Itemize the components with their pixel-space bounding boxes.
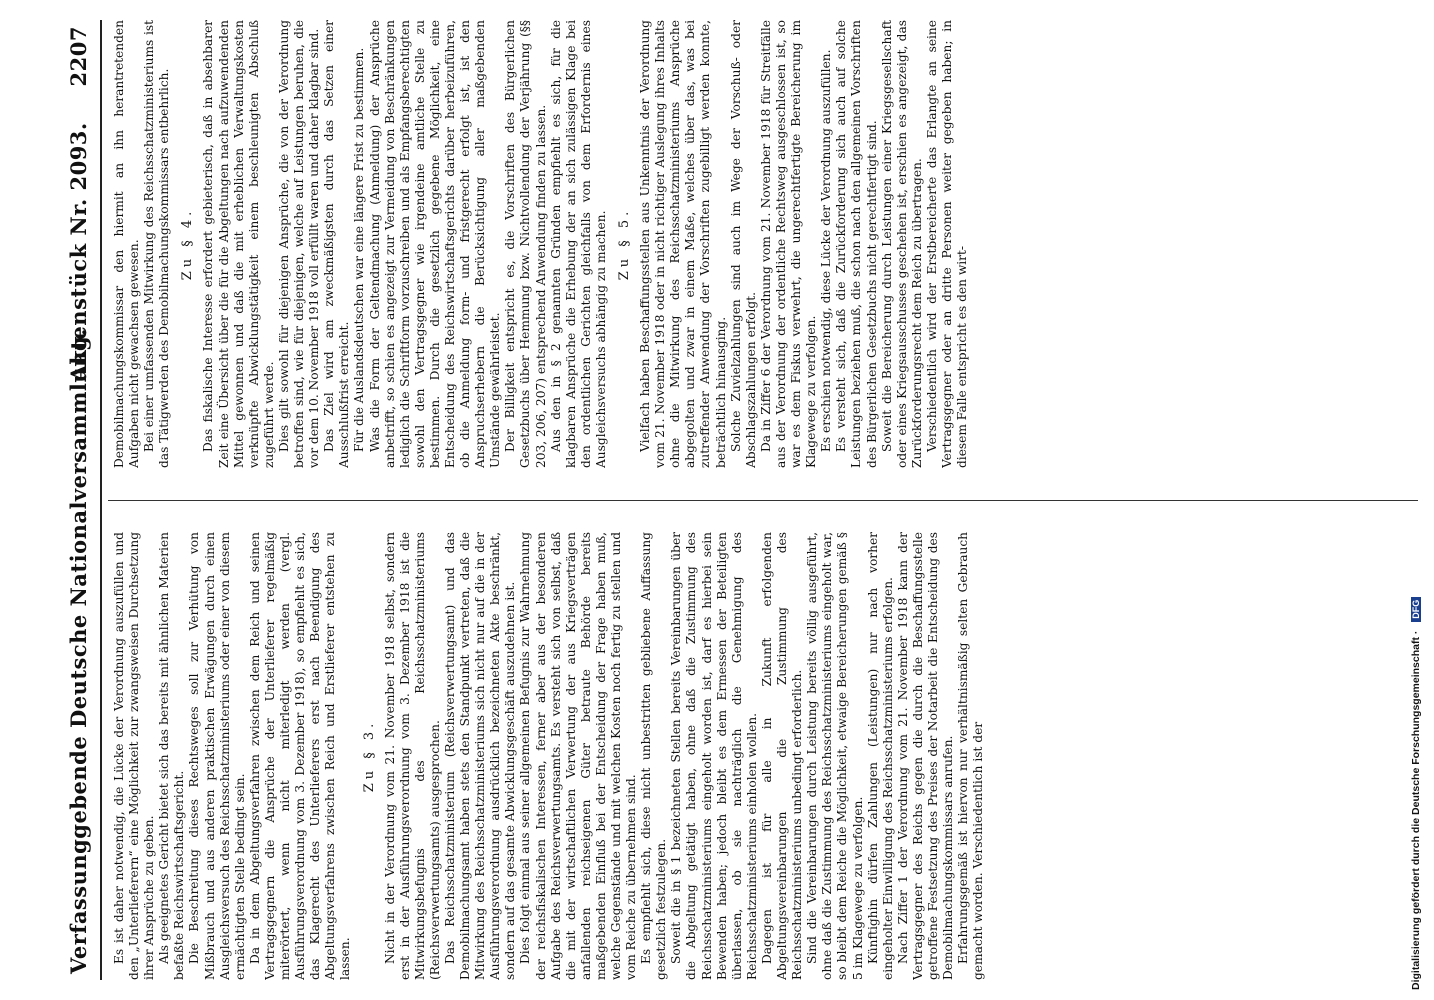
section-heading: Zu § 3. <box>361 719 377 793</box>
side-margin <box>1406 0 1432 1000</box>
paragraph: Da in Ziffer 6 der Verordnung vom 21. November 1918 für Streitfälle aus der Verordnung der ordentliche Rechtsweg ausgeschlossen ist, so war es dem Fiskus verwehrt, die ungerechtfertigte Bereicherung im Klagewege zu verfolgen. <box>758 20 819 468</box>
paragraph: Nicht in der Verordnung vom 21. November 1918 selbst, sondern erst in der Ausführungsverordnung vom 3. Dezember 1918 ist die Mitwirkungsbefugnis des Reichsschatzministeriums (Reichsverwertungsamts) ausgesprochen. <box>382 532 442 980</box>
rotated-text-block <box>50 20 1430 980</box>
left-column <box>112 532 1412 980</box>
document-number: Aktenstück Nr. 2093. <box>66 122 91 382</box>
column-divider <box>108 500 1418 501</box>
header-right <box>66 26 91 410</box>
digitization-credit <box>1410 10 1426 990</box>
paragraph: Dies folgt einmal aus seiner allgemeinen Befugnis zur Wahrnehmung der reichsfiskalischen Interessen, ferner aber aus der besonderen Aufgabe des Reichsverwertungsamts. Es versteht sich von selbst, daß die mit der wirtschaftlichen Verwertung der aus Kriegsverträgen anfallenden reichseigenen Güter betraute Behörde bereits maßgebenden Einfluß bei der Entscheidung der Frage haben muß, welche Gegenstände und mit welchen Kosten noch fertig zu stellen und vom Reiche zu übernehmen sind. <box>518 532 639 980</box>
paragraph: Es empfiehlt sich, diese nicht unbestritten gebliebene Auffassung gesetzlich festzulegen. <box>639 532 669 980</box>
section-heading: Zu § 5. <box>617 207 632 281</box>
paragraph: Soweit die Bereicherung durch Leistungen einer Kriegsgesellschaft oder eines Kriegsausschusses geschehen ist, erschien es angezeigt, das Zurückforderungsrecht dem Reich zu übertragen. <box>879 20 924 468</box>
paragraph: Verschiedentlich wird der Erstbereicherte das Erlangte an seine Vertragsgegner oder an dritte Personen weiter gegeben haben; in diesem Falle entspricht es den wirt- <box>924 20 970 468</box>
page-number: 2207 <box>66 26 91 87</box>
paragraph: Das fiskalische Interesse erfordert gebieterisch, daß in absehbarer Zeit eine Übersicht über die für die Abgeltungen nach aufzuwendenden Mittel gewonnen und daß die mit erheblichen Verwaltungskosten verknüpfte Abwicklungstätigkeit einem beschleunigten Abschluß zugeführt werde. <box>201 20 276 468</box>
dfg-logo: DFG <box>1411 597 1421 622</box>
paragraph: Es erschien notwendig, diese Lücke der Verordnung auszufüllen. <box>819 49 834 452</box>
paragraph: Erfahrungsgemäß ist hiervon nur verhältnismäßig selten Gebrauch gemacht worden. Verschiedentlich ist der <box>956 532 986 980</box>
paragraph: Für die Auslandsdeutschen war eine längere Frist zu bestimmen. <box>352 47 367 452</box>
paragraph: Der Billigkeit entspricht es, die Vorschriften des Bürgerlichen Gesetzbuchs über Hemmung bzw. Nichtvollendung der Verjährung (§§ 203, 206, 207) entsprechend Anwendung finden zu lassen. <box>503 20 548 468</box>
paragraph: Es versteht sich, daß die Zurückforderung sich auch auf solche Leistungen beziehen muß, die schon nach den allgemeinen Vorschriften des Bürgerlichen Gesetzbuchs nicht gerechtfertigt sind. <box>834 20 879 468</box>
paragraph: Künftighin dürfen Zahlungen (Leistungen) nur nach vorher eingeholter Einwilligung des Reichsschatzministeriums erfolgen. <box>865 532 895 980</box>
paragraph: Dies gilt sowohl für diejenigen Ansprüche, die von der Verordnung betroffen sind, wie für diejenigen, welche auf Leistungen beruhen, die vor dem 10. November 1918 voll erfüllt waren und daher klagbar sind. <box>276 20 322 468</box>
running-header <box>62 20 98 980</box>
paragraph: Dagegen ist für alle in Zukunft erfolgenden Abgeltungsvereinbarungen die Zustimmung des Reichsschatzministeriums unbedingt erforderlich. <box>759 532 805 980</box>
header-title: Verfassunggebende Deutsche Nationalversammlung. <box>66 328 91 974</box>
paragraph: Das Reichsschatzministerium (Reichsverwertungsamt) und das Demobilmachungsamt haben stets den Standpunkt vertreten, daß die Mitwirkung des Reichsschatzministeriums sich nicht nur auf die in der Ausführungsverordnung ausdrücklich bezeichneten Akte beschränkt, sondern auf das gesamte Abwicklungsgeschäft auszudehnen ist. <box>442 532 518 980</box>
paragraph: Es ist daher notwendig, die Lücke der Verordnung auszufüllen und den „Unterlieferern“ eine Möglichkeit zur zwangsweisen Durchsetzung ihrer Ansprüche zu geben. <box>112 532 157 980</box>
paragraph: Solche Zuvielzahlungen sind auch im Wege der Vorschuß- oder Abschlagszahlungen erfolgt. <box>728 20 758 468</box>
paragraph: Demobilmachungskommissar den hiermit an ihn herantretenden Aufgaben nicht gewachsen gewesen. <box>112 20 142 468</box>
paragraph: Das Ziel wird am zweckmäßigsten durch das Setzen einer Ausschlußfrist erreicht. <box>322 20 352 468</box>
header-rule <box>100 20 102 980</box>
right-column <box>112 20 1412 468</box>
paragraph: Bei einer umfassenden Mitwirkung des Reichsschatzministeriums ist das Tätigwerden des Demobilmachungskommissars entbehrlich. <box>142 20 172 468</box>
paragraph: Da in dem Abgeltungsverfahren zwischen dem Reich und seinen Vertragsgegnern die Ansprüche der Unterlieferer regelmäßig miterörtert, wenn nicht miterledigt werden (vergl. Ausführungsverordnung vom 3. Dezember 1918), so empfiehlt es sich, das Klagerecht des Unterlieferers erst nach Beendigung des Abgeltungsverfahrens zwischen Reich und Erstlieferer entstehen zu lassen. <box>247 532 353 980</box>
paragraph: Aus den in § 2 genannten Gründen empfiehlt es sich, für die klagbaren Ansprüche die Erhebung der an sich zulässigen Klage bei den ordentlichen Gerichten gleichfalls von dem Erfordernis eines Ausgleichsversuchs abhängig zu machen. <box>548 20 608 468</box>
paragraph: Als geeignetes Gericht bietet sich das bereits mit ähnlichen Materien befaßte Reichswirtschaftsgericht. <box>157 532 187 980</box>
paragraph: Nach Ziffer 1 der Verordnung vom 21. November 1918 kann der Vertragsgegner des Reichs gegen die durch die Beschaffungsstelle getroffene Festsetzung des Preises der Notarbeit die Entscheidung des Demobilmachungskommissars anrufen. <box>895 532 956 980</box>
scanned-page <box>50 20 1430 980</box>
section-heading: Zu § 4. <box>180 207 196 281</box>
paragraph: Soweit die in § 1 bezeichneten Stellen bereits Vereinbarungen über die Abgeltung getätigt haben, ohne daß die Zustimmung des Reichsschatzministeriums eingeholt worden ist, darf es hierbei sein Bewenden haben; jedoch bleibt es dem Ermessen der Beteiligten überlassen, ob sie nachträglich die Genehmigung des Reichsschatzministeriums einholen wollen. <box>669 532 759 980</box>
paragraph: Was die Form der Geltendmachung (Anmeldung) der Ansprüche anbetrifft, so schien es angezeigt zur Vermeidung von Beschränkungen lediglich die Schriftform vorzuschreiben und als Empfangsberechtigten sowohl den Vertragsgegner wie irgendeine amtliche Stelle zu bestimmen. Durch die gesetzlich gegebene Möglichkeit, eine Entscheidung des Reichswirtschaftsgerichts darüber herbeizuführen, ob die Anmeldung form- und fristgerecht erfolgt ist, ist den Anspruchserhebern die Berücksichtigung aller maßgebenden Umstände gewährleistet. <box>367 20 503 468</box>
paragraph: Vielfach haben Beschaffungsstellen aus Unkenntnis der Verordnung vom 21. November 1918 oder in nicht richtiger Auslegung ihres Inhalts ohne die Mitwirkung des Reichsschatzministeriums Ansprüche abgegolten und zwar in einem Maße, welches über das, was bei zutreffender Anwendung der Vorschriften zugebilligt werden konnte, beträchtlich hinausging. <box>638 20 728 468</box>
paragraph: Sind die Vereinbarungen durch Leistung bereits völlig ausgeführt, ohne daß die Zustimmung des Reichsschatzministeriums eingeholt war, so bleibt dem Reiche die Möglichkeit, etwaige Bereicherungen gemäß § 5 im Klagewege zu verfolgen. <box>805 532 865 980</box>
paragraph: Die Beschreitung dieses Rechtsweges soll zur Verhütung von Mißbrauch und aus anderen praktischen Erwägungen durch einen Ausgleichsversuch des Reichsschatzministeriums oder einer von diesem ermächtigten Stelle bedingt sein. <box>187 532 247 980</box>
digitization-credit-text: Digitalisierung gefördert durch die Deutsche Forschungsgemeinschaft · <box>1410 630 1422 990</box>
